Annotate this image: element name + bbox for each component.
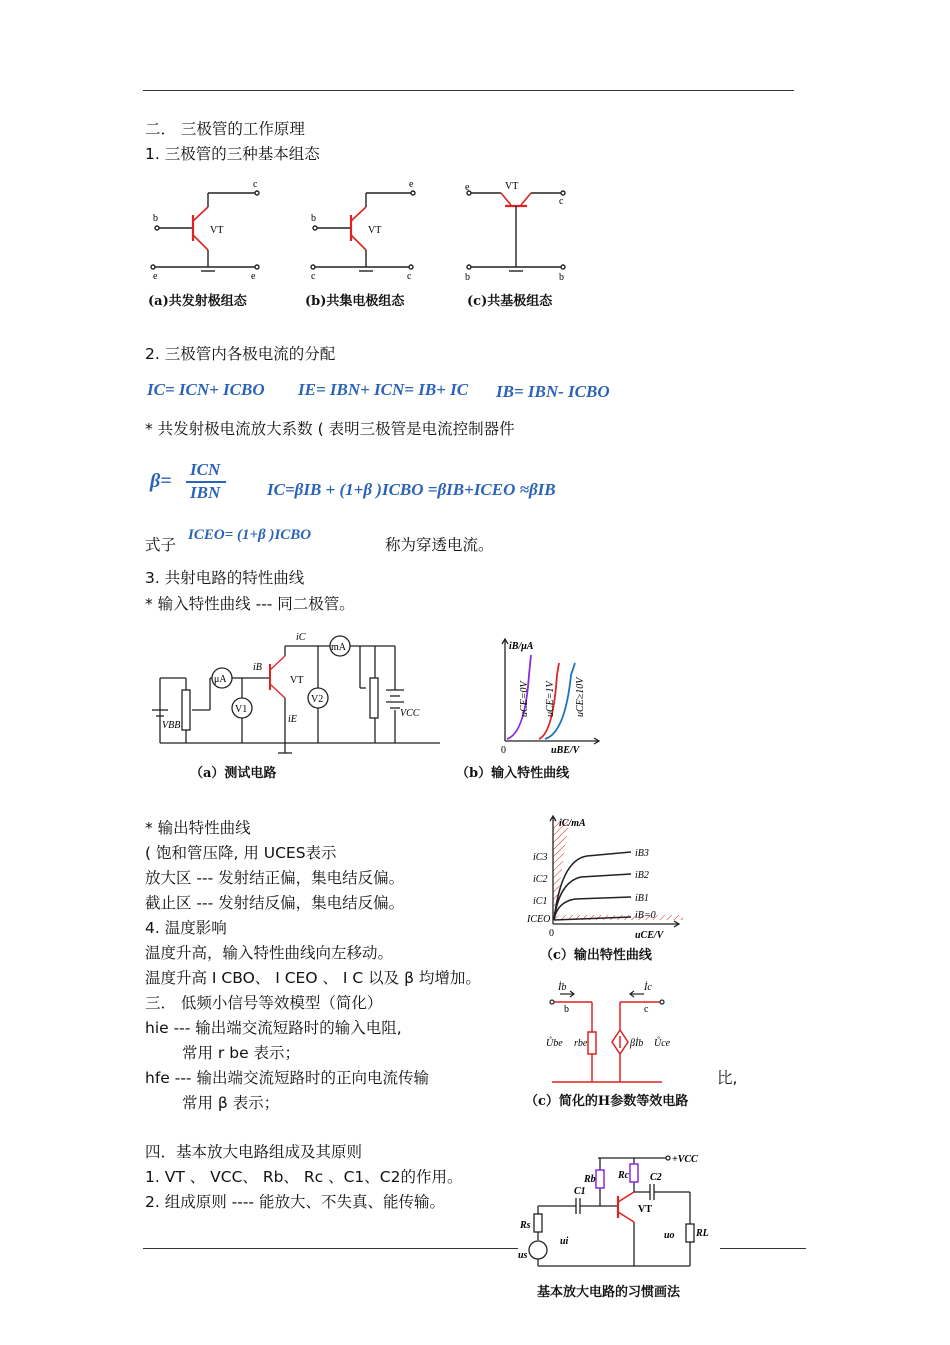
chuantou-text: 称为穿透电流。: [385, 536, 494, 554]
section-4-heading: 四．基本放大电路组成及其原则: [145, 1143, 363, 1161]
hfe-line-2: 常用 β 表示；: [182, 1094, 280, 1112]
label-vt: VT: [210, 225, 224, 236]
label-vt: VT: [505, 181, 519, 192]
top-rule: [143, 90, 794, 91]
label-vt: VT: [368, 225, 382, 236]
tick-ic3: iC3: [533, 852, 548, 863]
caption-common-emitter: (a)共发射极组态: [148, 294, 247, 309]
subheading-3: 3. 共射电路的特性曲线: [145, 569, 305, 587]
label-e: e: [465, 182, 470, 193]
label-v2: V2: [311, 694, 324, 705]
caption-amplifier: 基本放大电路的习惯画法: [537, 1285, 681, 1300]
curve-label-10v: uCE≥10V: [575, 677, 586, 717]
label-uce: Ůce: [654, 1038, 671, 1049]
common-emitter-diagram: [151, 191, 259, 271]
h-param-circuit: [540, 980, 680, 1088]
input-axis-y: iB/μA: [509, 641, 534, 652]
bottom-rule-right: [720, 1248, 806, 1249]
output-line-3: 截止区 --- 发射结反偏，集电结反偏。: [145, 894, 405, 912]
tick-ic1: iC1: [533, 896, 548, 907]
section-4-line-1: 1. VT 、 VCC、 Rb、 Rc 、C1、C2的作用。: [145, 1168, 463, 1186]
label-ib0: iB=0: [635, 910, 656, 921]
output-curve-chart: [527, 812, 687, 944]
hie-line-2: 常用 r be 表示；: [182, 1044, 301, 1062]
amplifier-circuit: [518, 1148, 718, 1278]
label-rs: Rs: [520, 1220, 531, 1231]
label-c: c: [311, 271, 316, 282]
label-vt: VT: [638, 1204, 652, 1215]
label-ua: μA: [214, 674, 227, 685]
label-v1: V1: [235, 704, 248, 715]
label-uo: uo: [664, 1230, 675, 1241]
label-beta-ib: βİb: [630, 1038, 644, 1049]
subheading-4: 4. 温度影响: [145, 919, 227, 937]
common-base-diagram: [467, 191, 565, 271]
output-axis-x: uCE/V: [635, 930, 664, 941]
section-2-heading: 二． 三极管的工作原理: [145, 120, 305, 138]
shizi-label: 式子: [145, 536, 177, 554]
input-origin: 0: [501, 745, 506, 756]
hfe-line: hfe --- 输出端交流短路时的正向电流传输: [145, 1069, 429, 1087]
formula-iceo: ICEO= (1+β )ICBO: [188, 527, 312, 543]
section-4-line-2: 2. 组成原则 ---- 能放大、不失真、能传输。: [145, 1193, 445, 1211]
label-ib3: iB3: [635, 848, 649, 859]
label-rl: RL: [696, 1228, 709, 1239]
output-curve-title: * 输出特性曲线: [145, 819, 251, 837]
label-c1: C1: [574, 1186, 586, 1197]
label-b: b: [559, 272, 564, 283]
section-3-heading: 三． 低频小信号等效模型（简化）: [145, 994, 383, 1012]
label-ib: iB: [253, 662, 262, 673]
label-ube: Ůbe: [546, 1038, 563, 1049]
label-ib2: iB2: [635, 870, 649, 881]
caption-input-curve: （b）输入特性曲线: [456, 766, 570, 781]
formula-ie: IE= IBN+ ICN= IB+ IC: [298, 380, 469, 399]
test-circuit: [150, 628, 430, 758]
label-b: b: [311, 213, 316, 224]
label-vbb: VBB: [162, 720, 181, 731]
tick-ic2: iC2: [533, 874, 548, 885]
caption-output-curve: （c）输出特性曲线: [540, 948, 652, 963]
label-c: c: [559, 196, 564, 207]
label-ma: mA: [331, 642, 346, 653]
label-c: c: [407, 271, 412, 282]
temp-line-1: 温度升高，输入特性曲线向左移动。: [145, 944, 394, 962]
output-line-2: 放大区 --- 发射结正偏，集电结反偏。: [145, 869, 405, 887]
curve-label-0v: uCE=0V: [519, 681, 530, 717]
label-ui: ui: [560, 1236, 569, 1247]
formula-ib: IB= IBN- ICBO: [496, 382, 610, 401]
label-ib-dot: İb: [558, 982, 567, 993]
curve-label-1v: uCE=1V: [545, 681, 556, 717]
caption-h-param: （c）简化的H参数等效电路: [525, 1094, 689, 1109]
hfe-tail: 比,: [717, 1069, 738, 1087]
label-vt: VT: [290, 675, 304, 686]
tick-iceo: ICEO: [527, 914, 551, 925]
label-b: b: [465, 272, 470, 283]
label-e: e: [153, 271, 158, 282]
input-curve-chart: [495, 635, 605, 755]
beta-symbol: β=: [150, 470, 172, 492]
beta-note: * 共发射极电流放大系数 ( 表明三极管是电流控制器件: [145, 420, 515, 438]
input-axis-x: uBE/V: [551, 745, 580, 756]
caption-common-collector: (b)共集电极组态: [305, 294, 405, 309]
label-ie: iE: [288, 714, 297, 725]
caption-test-circuit: （a）测试电路: [190, 766, 277, 781]
label-ic-dot: İc: [644, 982, 652, 993]
label-rc: Rc: [618, 1170, 630, 1181]
formula-ic: IC= ICN+ ICBO: [147, 380, 265, 399]
label-ib1: iB1: [635, 893, 649, 904]
label-vcc: VCC: [400, 708, 420, 719]
label-rb: Rb: [584, 1174, 596, 1185]
label-e: e: [409, 179, 414, 190]
label-b: b: [153, 213, 158, 224]
label-c: c: [644, 1004, 649, 1015]
output-line-1: ( 饱和管压降, 用 UCES表示: [145, 844, 337, 862]
output-origin: 0: [549, 928, 554, 939]
label-e: e: [251, 271, 256, 282]
label-b: b: [564, 1004, 569, 1015]
hie-line: hie --- 输出端交流短路时的输入电阻,: [145, 1019, 402, 1037]
formula-ic-beta: IC=βIB + (1+β )ICBO =βIB+ICEO ≈βIB: [267, 480, 556, 499]
beta-numerator: ICN: [190, 460, 221, 479]
label-rbe: rbe: [574, 1038, 588, 1049]
label-c2: C2: [650, 1172, 662, 1183]
label-vcc: +VCC: [672, 1154, 698, 1165]
label-ic: iC: [296, 632, 306, 643]
subheading-2: 2. 三极管内各极电流的分配: [145, 345, 336, 363]
caption-common-base: (c)共基极组态: [467, 294, 553, 309]
input-curve-note: * 输入特性曲线 --- 同二极管。: [145, 595, 355, 613]
output-axis-y: iC/mA: [559, 818, 586, 829]
beta-denominator: IBN: [190, 483, 221, 502]
subheading-1: 1. 三极管的三种基本组态: [145, 145, 320, 163]
common-collector-diagram: [311, 191, 415, 271]
temp-line-2: 温度升高 I CBO、 I CEO 、 I C 以及 β 均增加。: [145, 969, 481, 987]
label-us: us: [518, 1250, 528, 1261]
bottom-rule-left: [143, 1248, 518, 1249]
label-c: c: [253, 179, 258, 190]
